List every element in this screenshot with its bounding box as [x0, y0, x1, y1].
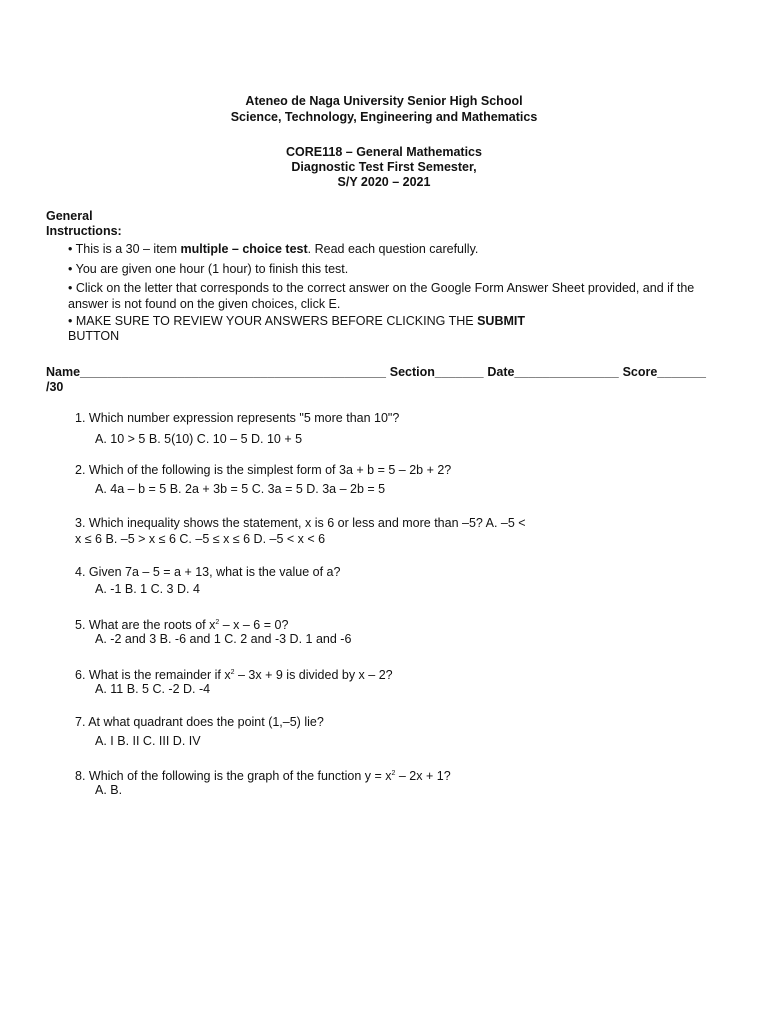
- name-field: Name____________________________________________: [46, 365, 386, 379]
- question-4: 4. Given 7a – 5 = a + 13, what is the value of a?: [75, 565, 341, 579]
- question-5: [75, 615, 288, 633]
- answers-1: A. 10 > 5 B. 5(10) C. 10 – 5 D. 10 + 5: [95, 432, 303, 446]
- question-5-post: – x – 6 = 0?: [219, 618, 289, 632]
- question-2: 2. Which of the following is the simplest form of 3a + b = 5 – 2b + 2?: [75, 463, 452, 477]
- instruction-1-post: . Read each question carefully.: [307, 242, 479, 256]
- question-7: 7. At what quadrant does the point (1,–5) lie?: [75, 715, 324, 729]
- question-5-exponent: 2: [215, 619, 220, 626]
- instructions-heading-1: General: [46, 209, 93, 223]
- instruction-4: [68, 314, 525, 329]
- question-1: 1. Which number expression represents "5 more than 10"?: [75, 411, 400, 425]
- section-field: Section_______: [389, 365, 484, 379]
- question-8-post: – 2x + 1?: [395, 769, 451, 783]
- instruction-2: • You are given one hour (1 hour) to finish this test.: [68, 262, 349, 276]
- answers-5: A. -2 and 3 B. -6 and 1 C. 2 and -3 D. 1 and -6: [95, 632, 352, 646]
- question-6-post: – 3x + 9 is divided by x – 2?: [234, 668, 393, 682]
- question-3: 3. Which inequality shows the statement, x is 6 or less and more than –5? A. –5 < x ≤ 6 B. –5 > x ≤ 6 C. –5 ≤ x ≤ 6 D. –5 < x < 6: [75, 516, 526, 546]
- question-6: [75, 665, 393, 683]
- answers-8: A. B.: [95, 783, 123, 797]
- answers-7: A. I B. II C. III D. IV: [95, 734, 201, 748]
- course-title: CORE118 – General Mathematics: [286, 145, 482, 159]
- answers-6: A. 11 B. 5 C. -2 D. -4: [95, 682, 211, 696]
- instruction-4-pre: • MAKE SURE TO REVIEW YOUR ANSWERS BEFORE CLICKING THE: [68, 314, 478, 328]
- instruction-1-pre: • This is a 30 – item: [68, 242, 181, 256]
- score-field: Score_______: [622, 365, 706, 379]
- question-8: [75, 766, 451, 784]
- instruction-1: [68, 242, 478, 257]
- instructions-heading-2: Instructions:: [46, 224, 122, 238]
- student-info-line: [46, 365, 706, 395]
- instruction-1-bold: multiple – choice test: [180, 242, 308, 256]
- strand-name: Science, Technology, Engineering and Mathematics: [230, 110, 538, 124]
- school-name: Ateneo de Naga University Senior High School: [245, 94, 523, 108]
- question-6-exponent: 2: [230, 669, 235, 676]
- question-6-pre: 6. What is the remainder if x: [75, 668, 231, 682]
- instruction-4-cont: BUTTON: [68, 329, 120, 343]
- question-5-pre: 5. What are the roots of x: [75, 618, 216, 632]
- instruction-3: • Click on the letter that corresponds to the correct answer on the Google Form Answer Sheet provided, and if the answer is not found on the given choices, click E.: [68, 281, 695, 311]
- score-total: /30: [46, 380, 64, 394]
- test-title: Diagnostic Test First Semester,: [291, 160, 477, 174]
- instruction-4-bold: SUBMIT: [477, 314, 526, 328]
- date-field: Date_______________: [487, 365, 619, 379]
- answers-2: A. 4a – b = 5 B. 2a + 3b = 5 C. 3a = 5 D. 3a – 2b = 5: [95, 482, 386, 496]
- answers-4: A. -1 B. 1 C. 3 D. 4: [95, 582, 200, 596]
- school-year: S/Y 2020 – 2021: [337, 175, 431, 189]
- question-8-exponent: 2: [391, 770, 396, 777]
- question-8-pre: 8. Which of the following is the graph of the function y = x: [75, 769, 392, 783]
